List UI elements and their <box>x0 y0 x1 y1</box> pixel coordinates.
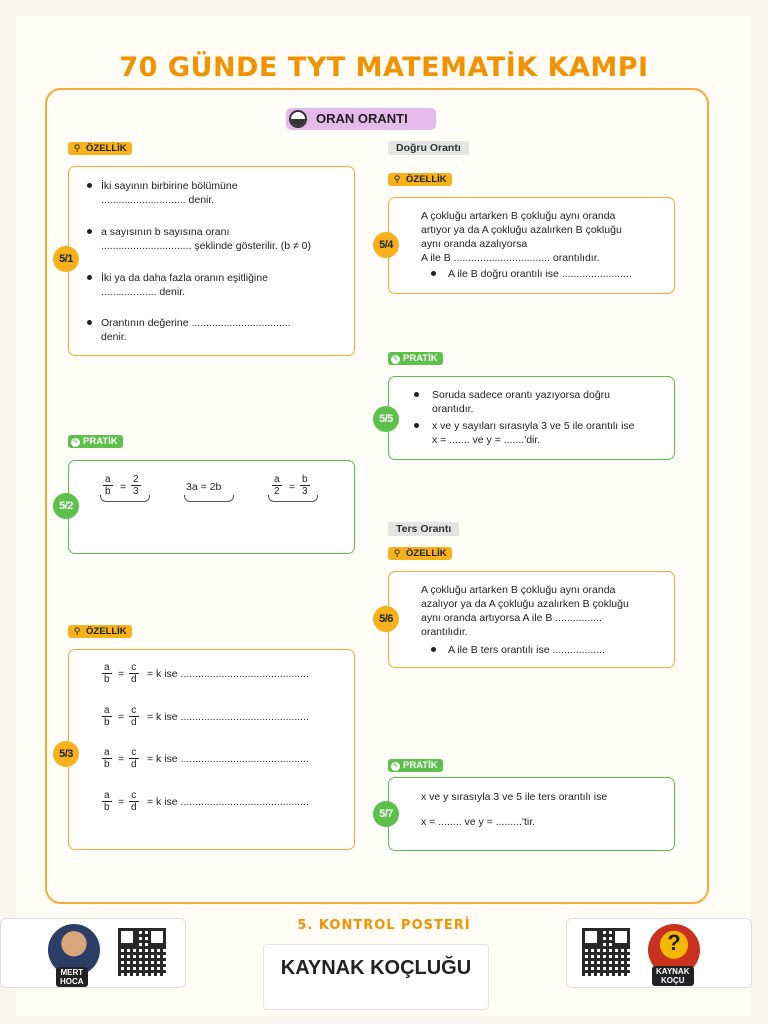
definition-text: aynı oranda azalıyorsa <box>421 238 528 250</box>
fraction: $\frac{a}{b}$ <box>104 705 110 728</box>
fraction: $\frac{c}{d}$ <box>131 662 137 685</box>
proportion-text: = k ise ............................................ <box>147 753 309 765</box>
fraction: $\frac{a}{b}$ <box>104 662 110 685</box>
fraction: $\frac{a}{b}$ <box>104 790 110 813</box>
proportion-text: = k ise ............................................ <box>147 711 309 723</box>
definition-text: aynı oranda artıyorsa A ile B ................ <box>421 612 602 624</box>
definition-text: İki sayının birbirine bölümüne <box>101 180 238 192</box>
subsection-heading: Ters Orantı <box>388 522 459 536</box>
pencil-icon: ✎ <box>392 356 399 363</box>
badge-5-2: 5/2 <box>53 493 79 519</box>
badge-5-4: 5/4 <box>373 232 399 258</box>
answer-brace <box>100 495 150 502</box>
expression: 3a = 2b <box>186 481 222 493</box>
rule-text: Soruda sadece orantı yazıyorsa doğru <box>432 389 611 401</box>
bullet-icon <box>87 183 92 188</box>
proportion-text: = k ise ............................................ <box>147 668 309 680</box>
definition-text: A çokluğu artarken B çokluğu aynı oranda <box>421 584 616 596</box>
ozellik-tag: ⚲ ÖZELLİK <box>68 142 132 155</box>
definition-text: ............................. denir. <box>101 194 215 206</box>
rule-text: x ve y sırasıyla 3 ve 5 ile ters orantılı ise <box>421 791 608 803</box>
bullet-icon <box>414 392 419 397</box>
fraction: $\frac{c}{d}$ <box>131 705 137 728</box>
fraction: $\frac{a}{2}$ <box>274 474 280 497</box>
answer-brace <box>268 495 318 502</box>
subsection-heading: Doğru Orantı <box>388 141 469 155</box>
definition-text: A çokluğu artarken B çokluğu aynı oranda <box>421 210 616 222</box>
fraction: $\frac{c}{d}$ <box>131 790 137 813</box>
rule-text: x ve y sayıları sırasıyla 3 ve 5 ile orantılı ise <box>432 420 635 432</box>
mert-hoca-label: MERT HOCA <box>56 967 88 987</box>
badge-5-3: 5/3 <box>53 741 79 767</box>
badge-5-5: 5/5 <box>373 406 399 432</box>
pratik-tag: ✎ PRATİK <box>68 435 123 448</box>
magnifier-icon: ⚲ <box>73 143 81 153</box>
ozellik-tag: ⚲ ÖZELLİK <box>68 625 132 638</box>
magnifier-icon: ⚲ <box>393 174 401 184</box>
definition-text: orantılıdır. <box>421 626 468 638</box>
question-mark-icon: ? <box>667 930 681 955</box>
qr-code-icon[interactable] <box>582 928 630 976</box>
section-title-pill <box>286 108 436 130</box>
definition-text: ................... denir. <box>101 286 186 298</box>
equals-sign: = <box>120 481 127 493</box>
definition-text: Orantının değerine .................................. <box>101 317 291 329</box>
pratik-box-3 <box>388 777 675 851</box>
bullet-icon <box>431 647 436 652</box>
equals-sign: = <box>118 796 125 808</box>
equals-sign: = <box>289 481 296 493</box>
answer-brace <box>184 495 234 502</box>
badge-5-7: 5/7 <box>373 801 399 827</box>
bullet-icon <box>87 320 92 325</box>
chart-half-icon <box>289 110 307 128</box>
rule-text: x = ........ ve y = .........'tir. <box>421 816 536 828</box>
magnifier-icon: ⚲ <box>393 548 401 558</box>
proportion-text: = k ise ............................................ <box>147 796 309 808</box>
bullet-icon <box>87 275 92 280</box>
fraction: $\frac{a}{b}$ <box>104 747 110 770</box>
definition-text: A ile B ................................. orantılıdır. <box>421 252 600 264</box>
badge-5-1: 5/1 <box>53 246 79 272</box>
fraction: $\frac{b}{3}$ <box>302 474 308 497</box>
rule-text: x = ....... ve y = .......'dir. <box>432 434 541 446</box>
fraction: $\frac{2}{3}$ <box>133 474 139 497</box>
definition-text: artıyor ya da A çokluğu azalırken B çokluğu <box>421 224 622 236</box>
definition-text: İki ya da daha fazla oranın eşitliğine <box>101 272 268 284</box>
bullet-icon <box>414 423 419 428</box>
magnifier-icon: ⚲ <box>73 626 81 636</box>
equals-sign: = <box>118 668 125 680</box>
badge-5-6: 5/6 <box>373 606 399 632</box>
qr-code-icon[interactable] <box>118 928 166 976</box>
pratik-tag: ✎ PRATİK <box>388 352 443 365</box>
definition-text: azalıyor ya da A çokluğu azalırken B çokluğu <box>421 598 629 610</box>
brand-box <box>263 944 489 1010</box>
ozellik-tag: ⚲ ÖZELLİK <box>388 547 452 560</box>
equals-sign: = <box>118 753 125 765</box>
definition-text: a sayısının b sayısına oranı <box>101 226 230 238</box>
equals-sign: = <box>118 711 125 723</box>
definition-text: ............................... şeklinde gösterilir. (b ≠ 0) <box>101 240 311 252</box>
fraction: $\frac{c}{d}$ <box>131 747 137 770</box>
poster-subtitle: 5. KONTROL POSTERİ <box>297 918 471 933</box>
definition-text: denir. <box>101 331 127 343</box>
pencil-icon: ✎ <box>392 763 399 770</box>
brand-name: KAYNAK KOÇLUĞU <box>280 957 472 979</box>
definition-text: A ile B doğru orantılı ise ........................ <box>448 268 632 280</box>
bullet-icon <box>431 271 436 276</box>
definition-text: A ile B ters orantılı ise .................. <box>448 644 605 656</box>
bullet-icon <box>87 229 92 234</box>
section-title: ORAN ORANTI <box>316 111 408 126</box>
rule-text: orantıdır. <box>432 403 474 415</box>
pratik-tag: ✎ PRATİK <box>388 759 443 772</box>
pencil-icon: ✎ <box>72 439 79 446</box>
fraction: $\frac{a}{b}$ <box>105 474 111 497</box>
kaynak-kocu-label: KAYNAK KOÇU <box>652 966 694 986</box>
ozellik-tag: ⚲ ÖZELLİK <box>388 173 452 186</box>
page-title: 70 GÜNDE TYT MATEMATİK KAMPI <box>119 52 649 83</box>
